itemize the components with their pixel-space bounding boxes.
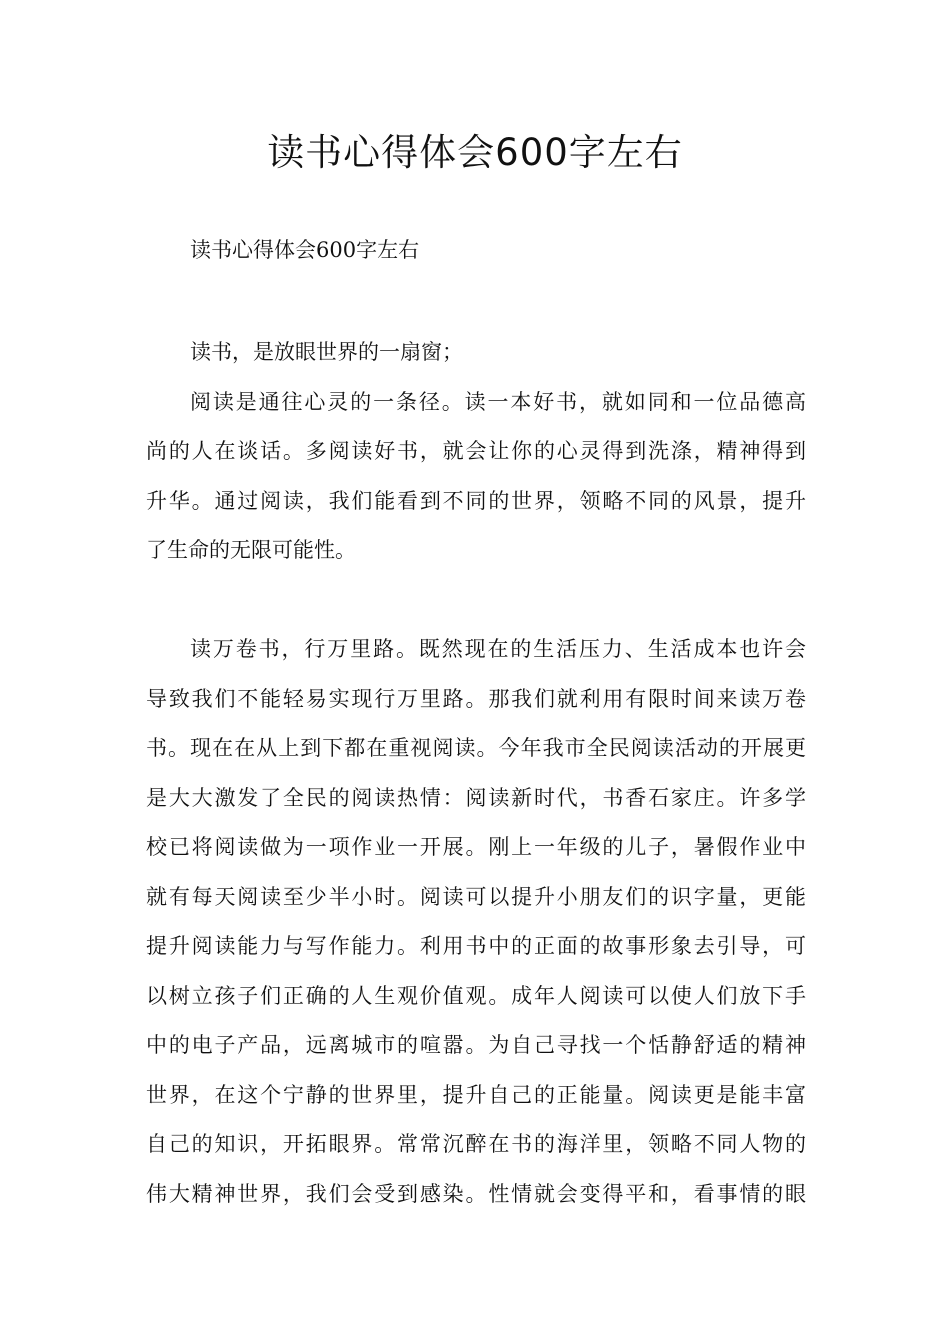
paragraph-line: 校已将阅读做为一项作业一开展。刚上一年级的儿子，暑假作业中 xyxy=(146,835,806,859)
paragraph-line: 自己的知识，开拓眼界。常常沉醉在书的海洋里，领略不同人物的 xyxy=(146,1132,806,1156)
document-subtitle: 读书心得体会600字左右 xyxy=(190,238,420,262)
paragraph-line: 读万卷书，行万里路。既然现在的生活压力、生活成本也许会 xyxy=(190,637,806,661)
paragraph-line: 是大大激发了全民的阅读热情：阅读新时代，书香石家庄。许多学 xyxy=(146,786,806,810)
paragraph-line: 导致我们不能轻易实现行万里路。那我们就利用有限时间来读万卷 xyxy=(146,687,806,711)
paragraph-line: 以树立孩子们正确的人生观价值观。成年人阅读可以使人们放下手 xyxy=(146,984,806,1008)
paragraph-line: 中的电子产品，远离城市的喧嚣。为自己寻找一个恬静舒适的精神 xyxy=(146,1033,806,1057)
paragraph-line: 升华。通过阅读，我们能看到不同的世界，领略不同的风景，提升 xyxy=(146,489,806,513)
paragraph-line: 尚的人在谈话。多阅读好书，就会让你的心灵得到洗涤，精神得到 xyxy=(146,439,806,463)
paragraph-line: 书。现在在从上到下都在重视阅读。今年我市全民阅读活动的开展更 xyxy=(146,736,806,760)
paragraph-line: 阅读是通往心灵的一条径。读一本好书，就如同和一位品德高 xyxy=(190,390,806,414)
paragraph-line: 伟大精神世界，我们会受到感染。性情就会变得平和，看事情的眼 xyxy=(146,1182,806,1206)
paragraph-line: 世界，在这个宁静的世界里，提升自己的正能量。阅读更是能丰富 xyxy=(146,1083,806,1107)
paragraph-line: 了生命的无限可能性。 xyxy=(146,538,356,562)
paragraph-line: 就有每天阅读至少半小时。阅读可以提升小朋友们的识字量，更能 xyxy=(146,885,806,909)
document-title: 读书心得体会600字左右 xyxy=(267,131,683,174)
paragraph-line: 读书，是放眼世界的一扇窗； xyxy=(190,340,463,364)
paragraph-line: 提升阅读能力与写作能力。利用书中的正面的故事形象去引导，可 xyxy=(146,934,806,958)
